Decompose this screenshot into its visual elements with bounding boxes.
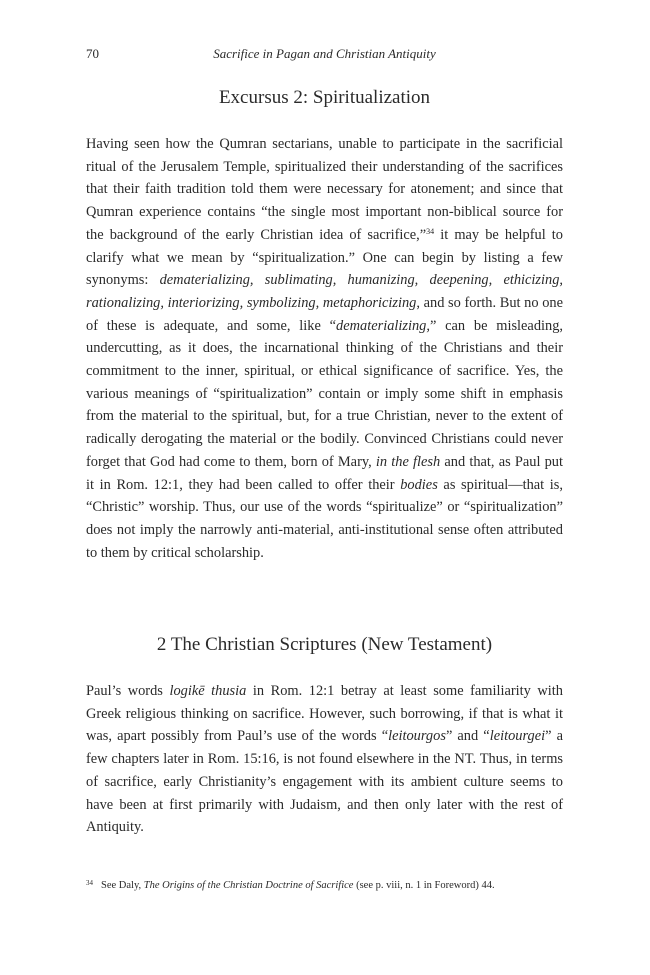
text-run: in Rom. 12:1 betray at least some familiarity with Greek religious thinking on sacrifice. However, such borrowing, if that is what it was, apart possibly from Paul’s use of the words “ <box>86 683 563 745</box>
running-head <box>86 46 563 66</box>
text-run: Paul’s words <box>86 683 170 699</box>
text-run: Having seen how the Qumran sectarians, unable to participate in the sacrificial ritual of the Jerusalem Temple, spiritualized their understanding of the sacrifices that their faith tradition told them were necessary for atonement; and since that Qumran experience contains “the single most important non-biblical source for the background of the early Christian idea of sacrifice,” <box>86 136 563 243</box>
section-paragraph <box>86 680 563 839</box>
italic-word: bodies <box>400 476 438 493</box>
running-title: Sacrifice in Pagan and Christian Antiquity <box>213 46 436 61</box>
text-run: ” can be misleading, undercutting, as it does, the incarnational thinking of the Christians and their commitment to the inner, spiritual, or ethical significance of sacrifice. Yes, the various meanings of “spiritualization” contain or imply some shift in emphasis from the material to the spiritual, but, for a true Christian, never to the extent of radically derogating the material or the bodily. Convinced Christians could never forget that God had come to them, born of Mary, <box>86 317 563 470</box>
italic-greek-term: leitourgei <box>489 728 546 745</box>
page-number: 70 <box>86 46 99 61</box>
italic-synonyms: dematerializing, sublimating, humanizing, deepening, ethicizing, rationalizing, interiorizing, symbolizing, metaphoricizing <box>86 272 563 311</box>
italic-term: dematerializing, <box>336 317 430 334</box>
italic-phrase: in the flesh <box>375 453 441 470</box>
italic-greek-term: leitourgos <box>388 728 446 745</box>
footnote <box>86 876 563 893</box>
italic-greek-term: logikē thusia <box>169 683 247 699</box>
footnote-book-title: The Origins of the Christian Doctrine of Sacrifice <box>143 880 354 891</box>
footnote-text: See Daly, <box>101 880 144 891</box>
footnote-text: (see p. viii, n. 1 in Foreword) 44. <box>353 880 495 891</box>
text-run: as spiritual—that is, “Christic” worship. Thus, our use of the words “spiritualize” or “spiritualization” does not imply the narrowly anti-material, anti-institutional sense often attributed to them by critical scholarship. <box>86 476 563 561</box>
excursus-paragraph <box>86 133 563 564</box>
text-run: , and so forth. But no one of these is adequate, and some, like “ <box>86 294 563 334</box>
excursus-heading: Excursus 2: Spiritualization <box>218 87 431 108</box>
section-heading: 2 The Christian Scriptures (New Testament) <box>156 634 493 655</box>
text-run: it may be helpful to clarify what we mean by “spiritualization.” One can begin by listing a few synonyms: <box>86 226 563 289</box>
footnote-number: 34 <box>86 879 93 887</box>
text-run: and that, as Paul put it in Rom. 12:1, they had been called to offer their <box>86 453 563 493</box>
text-run: ” and “ <box>445 728 490 745</box>
text-run: ” a few chapters later in Rom. 15:16, is not found elsewhere in the NT. Thus, in terms of sacrifice, early Christianity’s engagement with its ambient culture seems to have been at first primarily with Judaism, and then only later with the rest of Antiquity. <box>86 728 563 836</box>
footnote-ref[interactable]: 34 <box>426 226 435 236</box>
book-page <box>86 0 563 975</box>
